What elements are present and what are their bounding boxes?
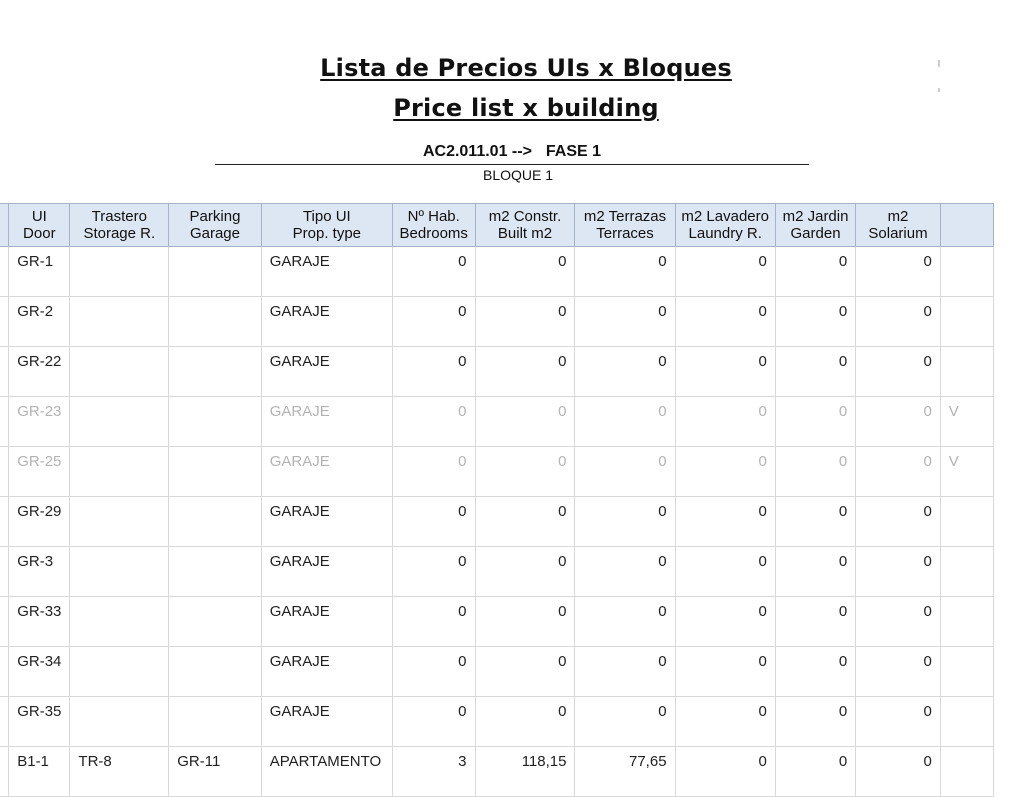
cell-door: B1-1 xyxy=(9,747,70,797)
table-row xyxy=(0,497,994,547)
cell-garage xyxy=(169,297,261,347)
column-header-es: Tipo UI xyxy=(302,208,351,225)
cell-type: GARAJE xyxy=(261,297,392,347)
column-header-es: UI xyxy=(31,208,47,225)
column-header xyxy=(675,204,775,247)
cell-door: GR-35 xyxy=(9,697,70,747)
cell-garden: 0 xyxy=(775,697,855,747)
cell-storage xyxy=(70,597,169,647)
cell-built: 0 xyxy=(475,597,575,647)
edge-cell-left xyxy=(0,397,9,447)
cell-garden: 0 xyxy=(775,597,855,647)
column-header-es: m2 Lavadero xyxy=(681,208,769,225)
cell-garage xyxy=(169,397,261,447)
cell-terraces: 0 xyxy=(575,647,675,697)
cell-solarium: 0 xyxy=(856,597,941,647)
cell-garden: 0 xyxy=(775,397,855,447)
cell-bedrooms: 0 xyxy=(392,447,475,497)
scan-mark xyxy=(938,60,940,67)
cell-garden: 0 xyxy=(775,547,855,597)
column-header xyxy=(70,204,169,247)
price-table xyxy=(0,203,994,797)
header-row xyxy=(0,204,994,247)
cell-solarium: 0 xyxy=(856,297,941,347)
cell-door: GR-2 xyxy=(9,297,70,347)
cell-built: 0 xyxy=(475,397,575,447)
edge-cell-left xyxy=(0,547,9,597)
column-header xyxy=(9,204,70,247)
cell-garden: 0 xyxy=(775,347,855,397)
column-header-es: m2 Jardin xyxy=(782,208,849,225)
cell-built: 118,15 xyxy=(475,747,575,797)
cell-garage xyxy=(169,697,261,747)
cell-terraces: 0 xyxy=(575,447,675,497)
cell-door: GR-22 xyxy=(9,347,70,397)
cell-built: 0 xyxy=(475,497,575,547)
cell-next-column xyxy=(940,547,993,597)
cell-bedrooms: 0 xyxy=(392,297,475,347)
edge-cell-left xyxy=(0,597,9,647)
cell-built: 0 xyxy=(475,697,575,747)
column-header-en: Terraces xyxy=(596,225,654,242)
cell-solarium: 0 xyxy=(856,747,941,797)
cell-solarium: 0 xyxy=(856,547,941,597)
cell-type: GARAJE xyxy=(261,397,392,447)
cell-bedrooms: 3 xyxy=(392,747,475,797)
cell-solarium: 0 xyxy=(856,347,941,397)
table-row xyxy=(0,747,994,797)
table-row xyxy=(0,697,994,747)
cell-garage xyxy=(169,547,261,597)
column-header xyxy=(856,204,941,247)
cell-laundry: 0 xyxy=(675,247,775,297)
column-header xyxy=(575,204,675,247)
edge-cell-left xyxy=(0,447,9,497)
column-header xyxy=(169,204,261,247)
cell-next-column xyxy=(940,647,993,697)
cell-solarium: 0 xyxy=(856,647,941,697)
cell-type: APARTAMENTO xyxy=(261,747,392,797)
cell-terraces: 0 xyxy=(575,347,675,397)
cell-next-column: V xyxy=(940,397,993,447)
column-header-en: Built m2 xyxy=(497,225,553,242)
cell-solarium: 0 xyxy=(856,247,941,297)
cell-garage xyxy=(169,347,261,397)
phase-code: AC2.011.01 --> xyxy=(422,143,532,160)
column-header-en: Solarium xyxy=(868,225,928,242)
edge-cell-left xyxy=(0,647,9,697)
column-header-en: Bedrooms xyxy=(399,225,468,242)
cell-next-column xyxy=(940,697,993,747)
cell-garden: 0 xyxy=(775,297,855,347)
cell-garage: GR-11 xyxy=(169,747,261,797)
cell-garage xyxy=(169,597,261,647)
cell-storage xyxy=(70,697,169,747)
cell-bedrooms: 0 xyxy=(392,247,475,297)
column-header-es: m2 xyxy=(887,208,909,225)
cell-solarium: 0 xyxy=(856,447,941,497)
cell-next-column xyxy=(940,297,993,347)
cell-solarium: 0 xyxy=(856,697,941,747)
table-row xyxy=(0,547,994,597)
column-header-es: Nº Hab. xyxy=(407,208,460,225)
column-header-es: m2 Terrazas xyxy=(583,208,667,225)
column-header-en: Door xyxy=(23,225,56,242)
cell-laundry: 0 xyxy=(675,547,775,597)
title-english: Price list x building xyxy=(393,94,659,122)
cell-bedrooms: 0 xyxy=(392,497,475,547)
cell-built: 0 xyxy=(475,447,575,497)
cell-storage xyxy=(70,347,169,397)
cell-storage xyxy=(70,247,169,297)
cell-solarium: 0 xyxy=(856,497,941,547)
cell-bedrooms: 0 xyxy=(392,547,475,597)
scan-mark xyxy=(938,88,940,92)
edge-cell-left xyxy=(0,697,9,747)
cell-laundry: 0 xyxy=(675,747,775,797)
column-header-en: Garage xyxy=(189,225,240,242)
cell-bedrooms: 0 xyxy=(392,647,475,697)
cell-laundry: 0 xyxy=(675,497,775,547)
cell-built: 0 xyxy=(475,247,575,297)
cell-garage xyxy=(169,247,261,297)
cell-bedrooms: 0 xyxy=(392,697,475,747)
column-header xyxy=(261,204,392,247)
cell-next-column: V xyxy=(940,447,993,497)
cell-next-column xyxy=(940,747,993,797)
cell-terraces: 0 xyxy=(575,547,675,597)
cell-storage: TR-8 xyxy=(70,747,169,797)
table-row xyxy=(0,347,994,397)
column-header-es: m2 Constr. xyxy=(488,208,562,225)
table-row xyxy=(0,597,994,647)
column-header-en: Storage R. xyxy=(83,225,156,242)
column-header-en: Prop. type xyxy=(292,225,362,242)
cell-terraces: 0 xyxy=(575,497,675,547)
phase-header xyxy=(215,143,809,165)
column-header-es: Parking xyxy=(189,208,241,225)
column-header-en: Laundry R. xyxy=(688,225,762,242)
cell-door: GR-23 xyxy=(9,397,70,447)
cell-garden: 0 xyxy=(775,647,855,697)
cell-type: GARAJE xyxy=(261,647,392,697)
cell-terraces: 0 xyxy=(575,297,675,347)
cell-door: GR-33 xyxy=(9,597,70,647)
cell-laundry: 0 xyxy=(675,397,775,447)
table-row xyxy=(0,447,994,497)
column-header-en: Garden xyxy=(790,225,841,242)
cell-next-column xyxy=(940,347,993,397)
cell-next-column xyxy=(940,497,993,547)
cell-type: GARAJE xyxy=(261,497,392,547)
title-spanish: Lista de Precios UIs x Bloques xyxy=(320,54,732,82)
cell-next-column xyxy=(940,597,993,647)
cell-door: GR-34 xyxy=(9,647,70,697)
cell-garden: 0 xyxy=(775,497,855,547)
cell-terraces: 0 xyxy=(575,597,675,647)
column-header xyxy=(392,204,475,247)
table-row xyxy=(0,397,994,447)
column-header-es: Trastero xyxy=(91,208,147,225)
block-label: BLOQUE 1 xyxy=(482,167,554,183)
cell-next-column xyxy=(940,247,993,297)
cell-storage xyxy=(70,547,169,597)
cell-laundry: 0 xyxy=(675,597,775,647)
cell-built: 0 xyxy=(475,347,575,397)
cell-storage xyxy=(70,497,169,547)
cell-type: GARAJE xyxy=(261,597,392,647)
cell-door: GR-25 xyxy=(9,447,70,497)
cell-built: 0 xyxy=(475,547,575,597)
cell-type: GARAJE xyxy=(261,697,392,747)
cell-type: GARAJE xyxy=(261,247,392,297)
cell-solarium: 0 xyxy=(856,397,941,447)
table-row xyxy=(0,647,994,697)
cell-storage xyxy=(70,397,169,447)
edge-cell-left xyxy=(0,747,9,797)
cell-garage xyxy=(169,647,261,697)
cell-terraces: 77,65 xyxy=(575,747,675,797)
cell-bedrooms: 0 xyxy=(392,397,475,447)
phase-label: FASE 1 xyxy=(545,143,602,160)
cell-terraces: 0 xyxy=(575,697,675,747)
cell-storage xyxy=(70,447,169,497)
cell-built: 0 xyxy=(475,647,575,697)
cell-bedrooms: 0 xyxy=(392,347,475,397)
column-header xyxy=(775,204,855,247)
edge-cell-left xyxy=(0,204,9,247)
cell-door: GR-3 xyxy=(9,547,70,597)
edge-cell-left xyxy=(0,247,9,297)
cell-bedrooms: 0 xyxy=(392,597,475,647)
cell-garage xyxy=(169,447,261,497)
cell-laundry: 0 xyxy=(675,347,775,397)
cell-type: GARAJE xyxy=(261,347,392,397)
cell-storage xyxy=(70,297,169,347)
cell-type: GARAJE xyxy=(261,447,392,497)
cell-terraces: 0 xyxy=(575,397,675,447)
edge-cell-right xyxy=(940,204,993,247)
cell-laundry: 0 xyxy=(675,647,775,697)
cell-terraces: 0 xyxy=(575,247,675,297)
edge-cell-left xyxy=(0,297,9,347)
cell-garden: 0 xyxy=(775,747,855,797)
cell-laundry: 0 xyxy=(675,697,775,747)
cell-door: GR-29 xyxy=(9,497,70,547)
cell-laundry: 0 xyxy=(675,297,775,347)
cell-garden: 0 xyxy=(775,447,855,497)
table-row xyxy=(0,247,994,297)
cell-laundry: 0 xyxy=(675,447,775,497)
edge-cell-left xyxy=(0,347,9,397)
table-row xyxy=(0,297,994,347)
cell-type: GARAJE xyxy=(261,547,392,597)
cell-garage xyxy=(169,497,261,547)
cell-built: 0 xyxy=(475,297,575,347)
cell-storage xyxy=(70,647,169,697)
cell-door: GR-1 xyxy=(9,247,70,297)
column-header xyxy=(475,204,575,247)
edge-cell-left xyxy=(0,497,9,547)
cell-garden: 0 xyxy=(775,247,855,297)
